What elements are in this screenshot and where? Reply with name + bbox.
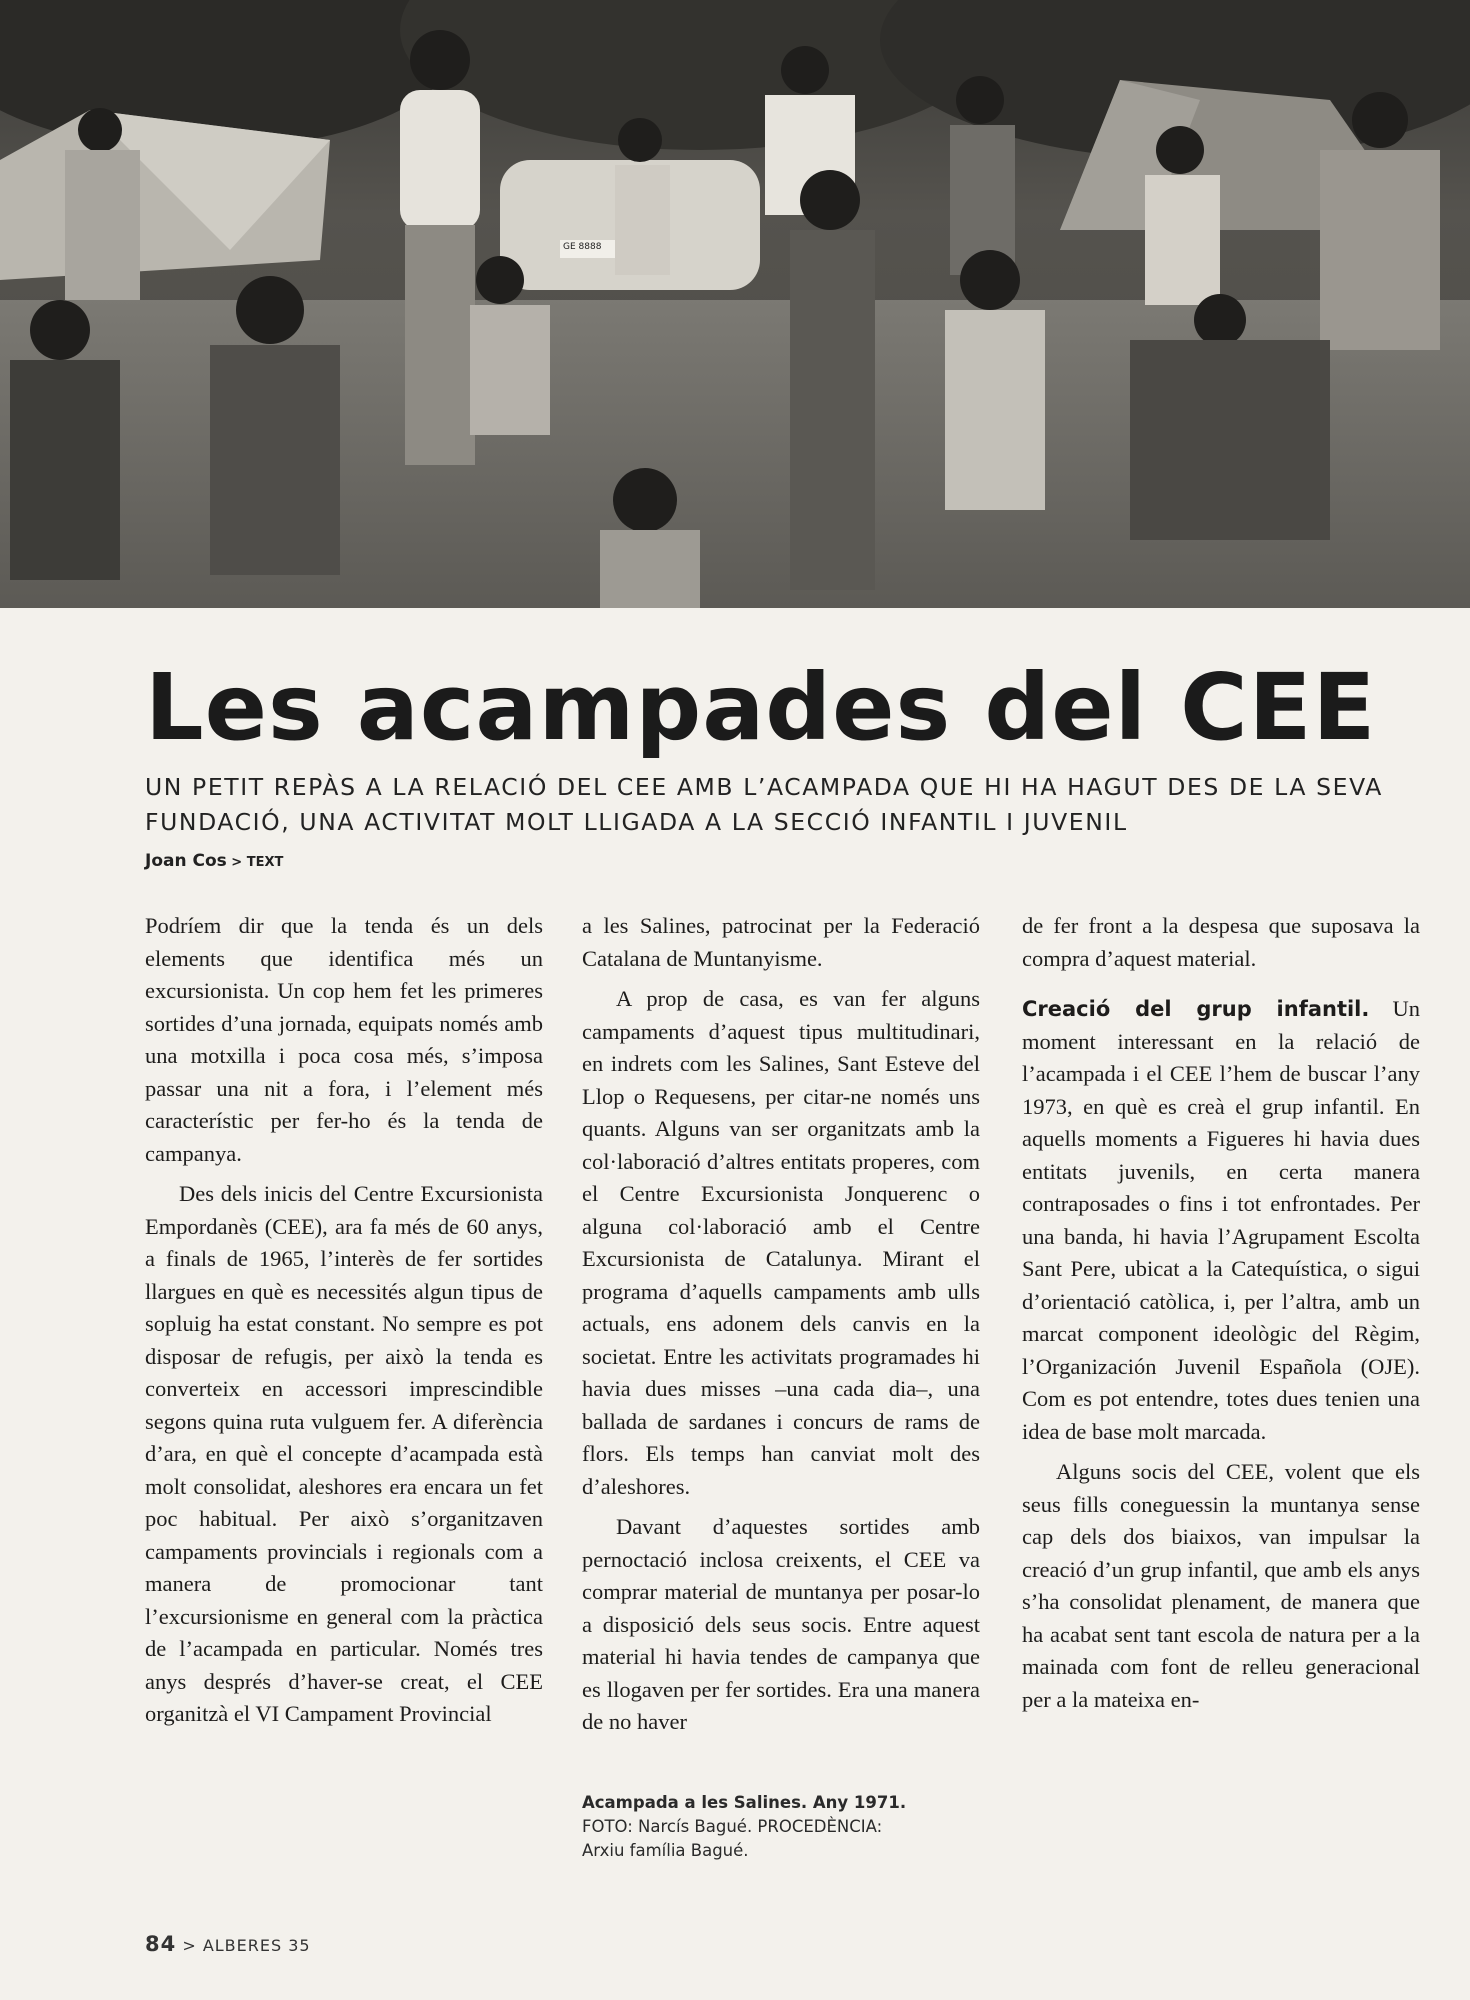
paragraph: A prop de casa, es van fer alguns campaments d’aquest tipus multitudinari, en indrets com les Salines, Sant Esteve del Llop o Requesens, per citar-ne només uns quants. Alguns van ser organitzats amb la col·laboració d’altres entitats properes, com el Centre Excursionista Jonquerenc o alguna col·laboració amb el Centre Excursionista de Catalunya. Mirant el programa d’aquells campaments amb ulls actuals, ens adonem dels canvis en la societat. Entre les activitats programades hi havia dues misses –una cada dia–, una ballada de sardanes i concurs de rams de flors. Els temps han canviat molt des d’aleshores.	[582, 986, 980, 1499]
caption-title: Acampada a les Salines. Any 1971.	[582, 1793, 907, 1812]
text-column-2	[582, 910, 980, 1739]
paragraph: a les Salines, patrocinat per la Federació Catalana de Muntanyisme.	[582, 913, 980, 971]
page-number: 84	[145, 1932, 177, 1956]
section-text: Un moment interessant en la relació de l’acampada i el CEE l’hem de buscar l’any 1973, en què es creà el grup infantil. En aquells moments a Figueres hi havia dues entitats juvenils, en certa manera contraposades o fins i tot enfrontades. Per una banda, hi havia l’Agrupament Escolta Sant Pere, ubicat a la Catequística, o sigui d’orientació catòlica, i, per l’altra, amb un marcat component ideològic del Règim, l’Organización Juvenil Española (OJE). Com es pot entendre, totes dues tenien una idea de base molt marcada.	[1022, 996, 1421, 1444]
subtitle-line-2: FUNDACIÓ, UNA ACTIVITAT MOLT LLIGADA A LA SECCIÓ INFANTIL I JUVENIL	[145, 808, 1128, 836]
byline	[145, 851, 283, 871]
paragraph: de fer front a la despesa que suposava la compra d’aquest material.	[1022, 913, 1420, 971]
photo-caption	[582, 1791, 1002, 1863]
article-subtitle	[145, 770, 1395, 840]
paragraph: Podríem dir que la tenda és un dels elements que identifica més un excursionista. Un cop hem fet les primeres sortides d’una jornada, equipats només amb una motxilla i poca cosa més, s’imposa passar una nit a fora, i l’element més característic per fer-ho és la tenda de campanya.	[145, 913, 543, 1166]
section-paragraph	[1022, 993, 1420, 1448]
article-title: Les acampades del CEE	[145, 654, 1377, 761]
author-role: > TEXT	[226, 855, 284, 870]
magazine-name: > ALBERES 35	[176, 1936, 311, 1955]
author-name: Joan Cos	[145, 851, 227, 871]
black-and-white-campsite-photograph-icon	[0, 0, 1470, 608]
paragraph: Des dels inicis del Centre Excursionista Empordanès (CEE), ara fa més de 60 anys, a finals de 1965, l’interès de fer sortides llargues en què es necessités algun tipus de sopluig ha estat constant. No sempre es pot disposar de refugis, per això la tenda es converteix en accessori imprescindible segons quina ruta vulguem fer. A diferència d’ara, en què el concepte d’acampada està molt consolidat, aleshores era encara un fet poc habitual. Per això s’organitzaven campaments provincials i regionals com a manera de promocionar tant l’excursionisme en general com la pràctica de l’acampada en particular. Només tres anys després d’haver-se creat, el CEE organitzà el VI Campament Provincial	[145, 1181, 543, 1726]
campsite-photo	[0, 0, 1470, 608]
paragraph: Alguns socis del CEE, volent que els seus fills coneguessin la muntanya sense cap dels dos biaixos, van impulsar la creació d’un grup infantil, que amb els anys s’ha consolidat plenament, de manera que ha acabat sent tant escola de natura per a la mainada com font de relleu generacional per a la mateixa en-	[1022, 1459, 1420, 1712]
license-plate-label: GE 8888	[563, 242, 602, 252]
paragraph: Davant d’aquestes sortides amb pernoctació inclosa creixents, el CEE va comprar material de muntanya per posar-lo a disposició dels seus socis. Entre aquest material hi havia tendes de campanya que es llogaven per fer sortides. Era una manera de no haver	[582, 1514, 980, 1734]
caption-credit: FOTO: Narcís Bagué. PROCEDÈNCIA:	[582, 1817, 883, 1836]
caption-source: Arxiu família Bagué.	[582, 1841, 749, 1860]
subtitle-line-1: UN PETIT REPÀS A LA RELACIÓ DEL CEE AMB L’ACAMPADA QUE HI HA HAGUT DES DE LA SEVA	[145, 773, 1383, 801]
text-column-3	[1022, 910, 1420, 1716]
page-footer	[145, 1932, 311, 1956]
text-column-1	[145, 910, 543, 1731]
section-heading: Creació del grup infantil.	[1022, 997, 1370, 1021]
